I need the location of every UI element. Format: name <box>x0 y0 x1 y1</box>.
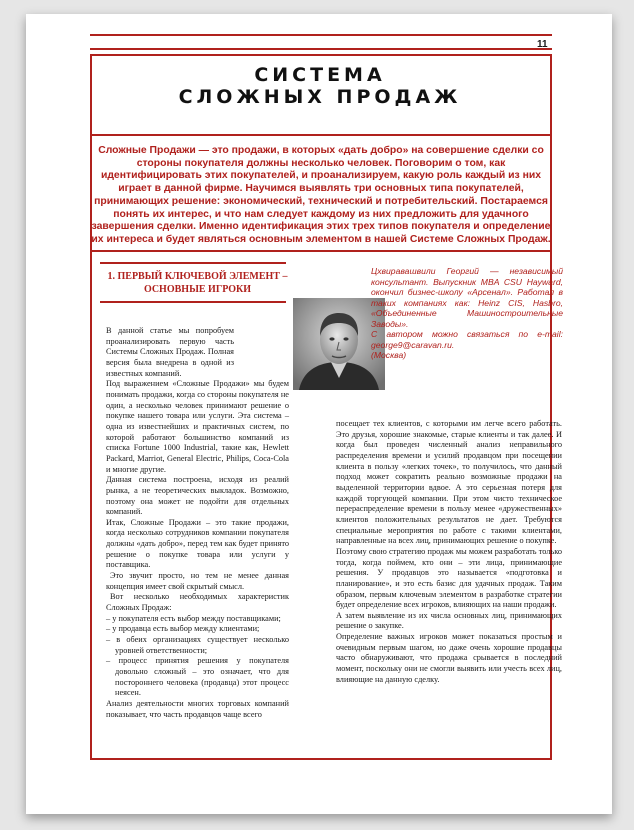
characteristics-list <box>106 614 289 699</box>
list-item: – у продавца есть выбор между клиентами; <box>106 624 260 634</box>
frame-bottom <box>90 758 552 760</box>
paragraph: Анализ деятельности многих торговых компаний показывает, что часть продавцов чаще всего <box>106 698 289 719</box>
author-info <box>371 266 563 361</box>
paragraph: Поэтому свою стратегию продаж мы можем разработать только тогда, когда поймем, кто они – эти лица, принимающие решения. У продавцов это называется «подготовка и планирование», и это есть базис для удачных продаж. Таким образом, первым ключевым элементом в разработке стратегии будет определение всех игроков, влияющих на наши продажи. <box>336 546 562 610</box>
section-rule-top <box>100 262 286 264</box>
paragraph: А затем выявление из их числа основных лиц, принимающих решение о закупке. <box>336 610 562 631</box>
list-item: – у покупателя есть выбор между поставщиками; <box>106 613 281 623</box>
paragraph: Итак, Сложные Продажи – это такие продажи, когда несколько сотрудников компании покупателя должны «дать добро», перед тем как будет принято решение о покупке товара или услуги у поставщика. <box>106 517 289 570</box>
frame-top <box>90 54 552 56</box>
article-lead: Сложные Продажи — это продажи, в которых «дать добро» на совершение сделки со стороны покупателя должны несколько человек. Поговорим о том, как идентифицировать этих покупателей, и проанализируем, какую роль каждый из них играет в данной фирме. Научимся выявлять три основных типа покупателей, принимающих решение: экономический, технический и потребительский. Постараемся понять их интерес, и что нам следует каждому из них предложить для удачного завершения сделки. Именно идентификация этих трех типов покупателя и определение их интереса и будет являться основным элементом в нашей Системе Сложных Продаж. <box>91 145 551 245</box>
list-item: – процесс принятия решения у покупателя довольно сложный – это означает, что для постороннего человека (продавца) этот процесс неясен. <box>106 656 289 698</box>
magazine-page <box>26 14 612 814</box>
paragraph: Это звучит просто, но тем не менее данная концепция имеет свой скрытый смысл. <box>106 571 289 591</box>
section-rule-bottom <box>100 301 286 303</box>
author-contact: С автором можно связаться по e-mail: george9@caravan.ru. <box>371 329 563 350</box>
author-city: (Москва) <box>371 350 407 360</box>
lead-rule-top <box>90 134 552 136</box>
paragraph: Определение важных игроков может показаться простым и очевидным первым шагом, но даже очень хорошие продавцы часто обнаруживают, что продажа срывается в последний момент, поскольку они не смогли выявить или учесть всех лиц, влияющие на данную сделку. <box>336 632 562 684</box>
article-title <box>90 64 550 108</box>
author-bio: Цхвиравашвили Георгий — независимый консультант. Выпускник MBA CSU Hayward, окончил бизнес-школу «Арсенал». Работал в таких компаниях как: Heinz CIS, Hasbro, «Объединенные Машиностроительные Заводы». <box>371 266 563 329</box>
paragraph: Вот несколько необходимых характеристик Сложных Продаж: <box>106 592 289 613</box>
article-intro: В данной статье мы попробуем проанализировать первую часть Системы Сложных Продаж. Полная версия была внедрена в одной из известных компаний. <box>106 326 234 378</box>
top-rule <box>90 34 552 36</box>
list-item: – в обеих организациях существует несколько уровней ответственности; <box>106 635 289 655</box>
paragraph: Под выражением «Сложные Продажи» мы будем понимать продажи, когда со стороны покупателя не один, а несколько человек принимают решение о покупке нашего товара или услуги. Эта система – одна из известнейших и практичных систем, по которой работают большинство компаний из списка Fortune 1000 Industrial, такие как, Hewlett Packard, Marriot, General Electric, Philips, Coca-Cola и многие другие. <box>106 379 289 474</box>
paragraph: Данная система построена, исходя из реалий рынка, а не теоретических выкладок. Возможно, поэтому она может не подойти для отдельных компаний. <box>106 475 289 517</box>
article-column-1 <box>106 326 289 720</box>
article-column-2 <box>336 419 562 685</box>
title-line-2: СЛОЖНЫХ ПРОДАЖ <box>178 86 462 108</box>
title-line-1: СИСТЕМА <box>254 64 386 86</box>
page-number: 11 <box>537 39 548 50</box>
top-rule-2 <box>90 48 552 50</box>
lead-rule-bottom <box>90 250 552 252</box>
paragraph: посещает тех клиентов, с которыми им легче всего работать. Это друзья, хорошие знакомые, старые клиенты и так далее. И когда был проведен численный анализ неправильного распределения времени и усилий продавцом при посещении клиента в пользу «легких точек», то получилось, что данный подход может сократить реально возможные продажи на выделенной территории вдвое. А это серьезная потеря для каждой торгующей компании. При этом чисто техническое перераспределение времени в пользу менее «дружественных» клиентов положительных результатов не дает. Требуются специальные мероприятия по работе с такими клиентами, направленные на всех лиц, принимающих решение о покупке. <box>336 419 562 546</box>
section-heading: 1. ПЕРВЫЙ КЛЮЧЕВОЙ ЭЛЕМЕНТ – ОСНОВНЫЕ ИГРОКИ <box>107 271 288 295</box>
